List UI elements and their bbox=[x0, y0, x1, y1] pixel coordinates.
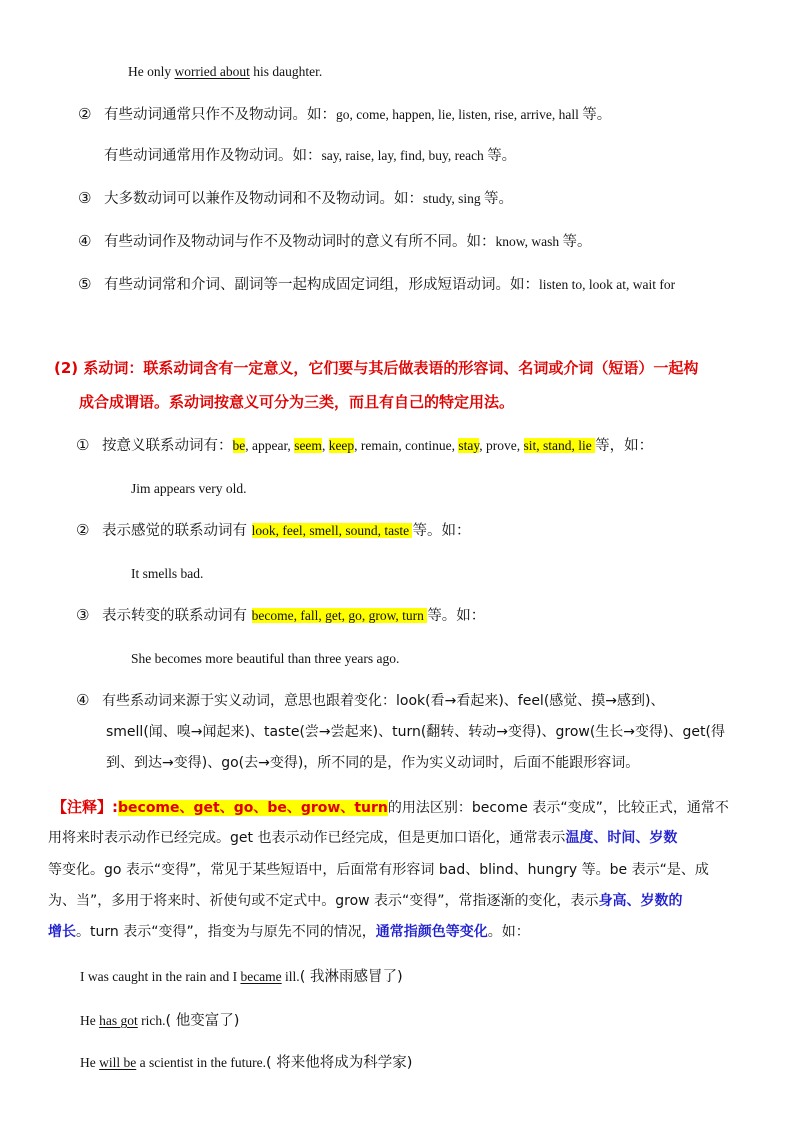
linking-from-real-verbs: ④ 有些系动词来源于实义动词，意思也跟着变化：look(看→看起来)、feel(感觉、摸→感到)、 bbox=[76, 691, 665, 709]
example-scientist: He will be a scientist in the future.( 将来他将成为科学家) bbox=[80, 1055, 413, 1071]
section-heading-linking-verbs: (2) 系动词：联系动词含有一定意义，它们要与其后做表语的形容词、名词或介词（短语）一起构 bbox=[54, 359, 699, 377]
example-got-rich: He has got rich.( 他变富了) bbox=[80, 1013, 240, 1029]
section-heading-continued: 成合成谓语。系动词按意义可分为三类，而且有自己的特定用法。 bbox=[79, 393, 515, 411]
rule-phrasal: ⑤ 有些动词常和介词、副词等一起构成固定词组，形成短语动词。如：listen to, look at, wait for bbox=[78, 275, 676, 293]
example-smells: It smells bad. bbox=[131, 566, 204, 581]
example-she-becomes: She becomes more beautiful than three years ago. bbox=[131, 651, 400, 666]
example-jim: Jim appears very old. bbox=[131, 481, 247, 496]
rule-transitive: 有些动词通常用作及物动词。如：say, raise, lay, find, buy, reach 等。 bbox=[104, 148, 517, 164]
rule-intransitive: ② 有些动词通常只作不及物动词。如：go, come, happen, lie, listen, rise, arrive, hall 等。 bbox=[78, 105, 612, 123]
note-line-3: 等变化。go 表示“变得”，常见于某些短语中，后面常有形容词 bad、blind、hungry 等。be 表示“是、成 bbox=[48, 862, 709, 878]
note-line-4: 为、当”，多用于将来时、祈使句或不定式中。grow 表示“变得”，常指逐渐的变化，表示身高、岁数的 bbox=[48, 893, 683, 909]
linking-from-real-verbs-2: smell(闻、嗅→闻起来)、taste(尝→尝起来)、turn(翻转、转动→变得)、grow(生长→变得)、get(得 bbox=[106, 724, 725, 740]
linking-from-real-verbs-3: 到、到达→变得)、go(去→变得)，所不同的是，作为实义动词时，后面不能跟形容词。 bbox=[106, 755, 640, 771]
linking-change-list: ③ 表示转变的联系动词有 become, fall, get, go, grow, turn 等。如： bbox=[76, 606, 486, 624]
linking-meaning-list: ① 按意义联系动词有：be, appear, seem, keep, remain, continue, stay, prove, sit, stand, lie 等，如： bbox=[76, 436, 654, 454]
note-line-5: 增长。turn 表示“变得”，指变为与原先不同的情况，通常指颜色等变化。如： bbox=[48, 924, 530, 940]
rule-both: ③ 大多数动词可以兼作及物动词和不及物动词。如：study, sing 等。 bbox=[78, 189, 514, 207]
linking-sense-list: ② 表示感觉的联系动词有 look, feel, smell, sound, taste 等。如： bbox=[76, 521, 471, 539]
example-became-ill: I was caught in the rain and I became ill.( 我淋雨感冒了) bbox=[80, 969, 403, 985]
note-line-2: 用将来时表示动作已经完成。get 也表示动作已经完成，但是更加口语化，通常表示温度、时间、岁数 bbox=[48, 830, 678, 846]
note-line-1: 【注释】:become、get、go、be、grow、turn的用法区别：become 表示“变成”，比较正式，通常不 bbox=[52, 798, 729, 816]
rule-meaning-differs: ④ 有些动词作及物动词与作不及物动词时的意义有所不同。如：know, wash 等。 bbox=[78, 232, 592, 250]
example-worried: He only worried about his daughter. bbox=[128, 64, 323, 79]
